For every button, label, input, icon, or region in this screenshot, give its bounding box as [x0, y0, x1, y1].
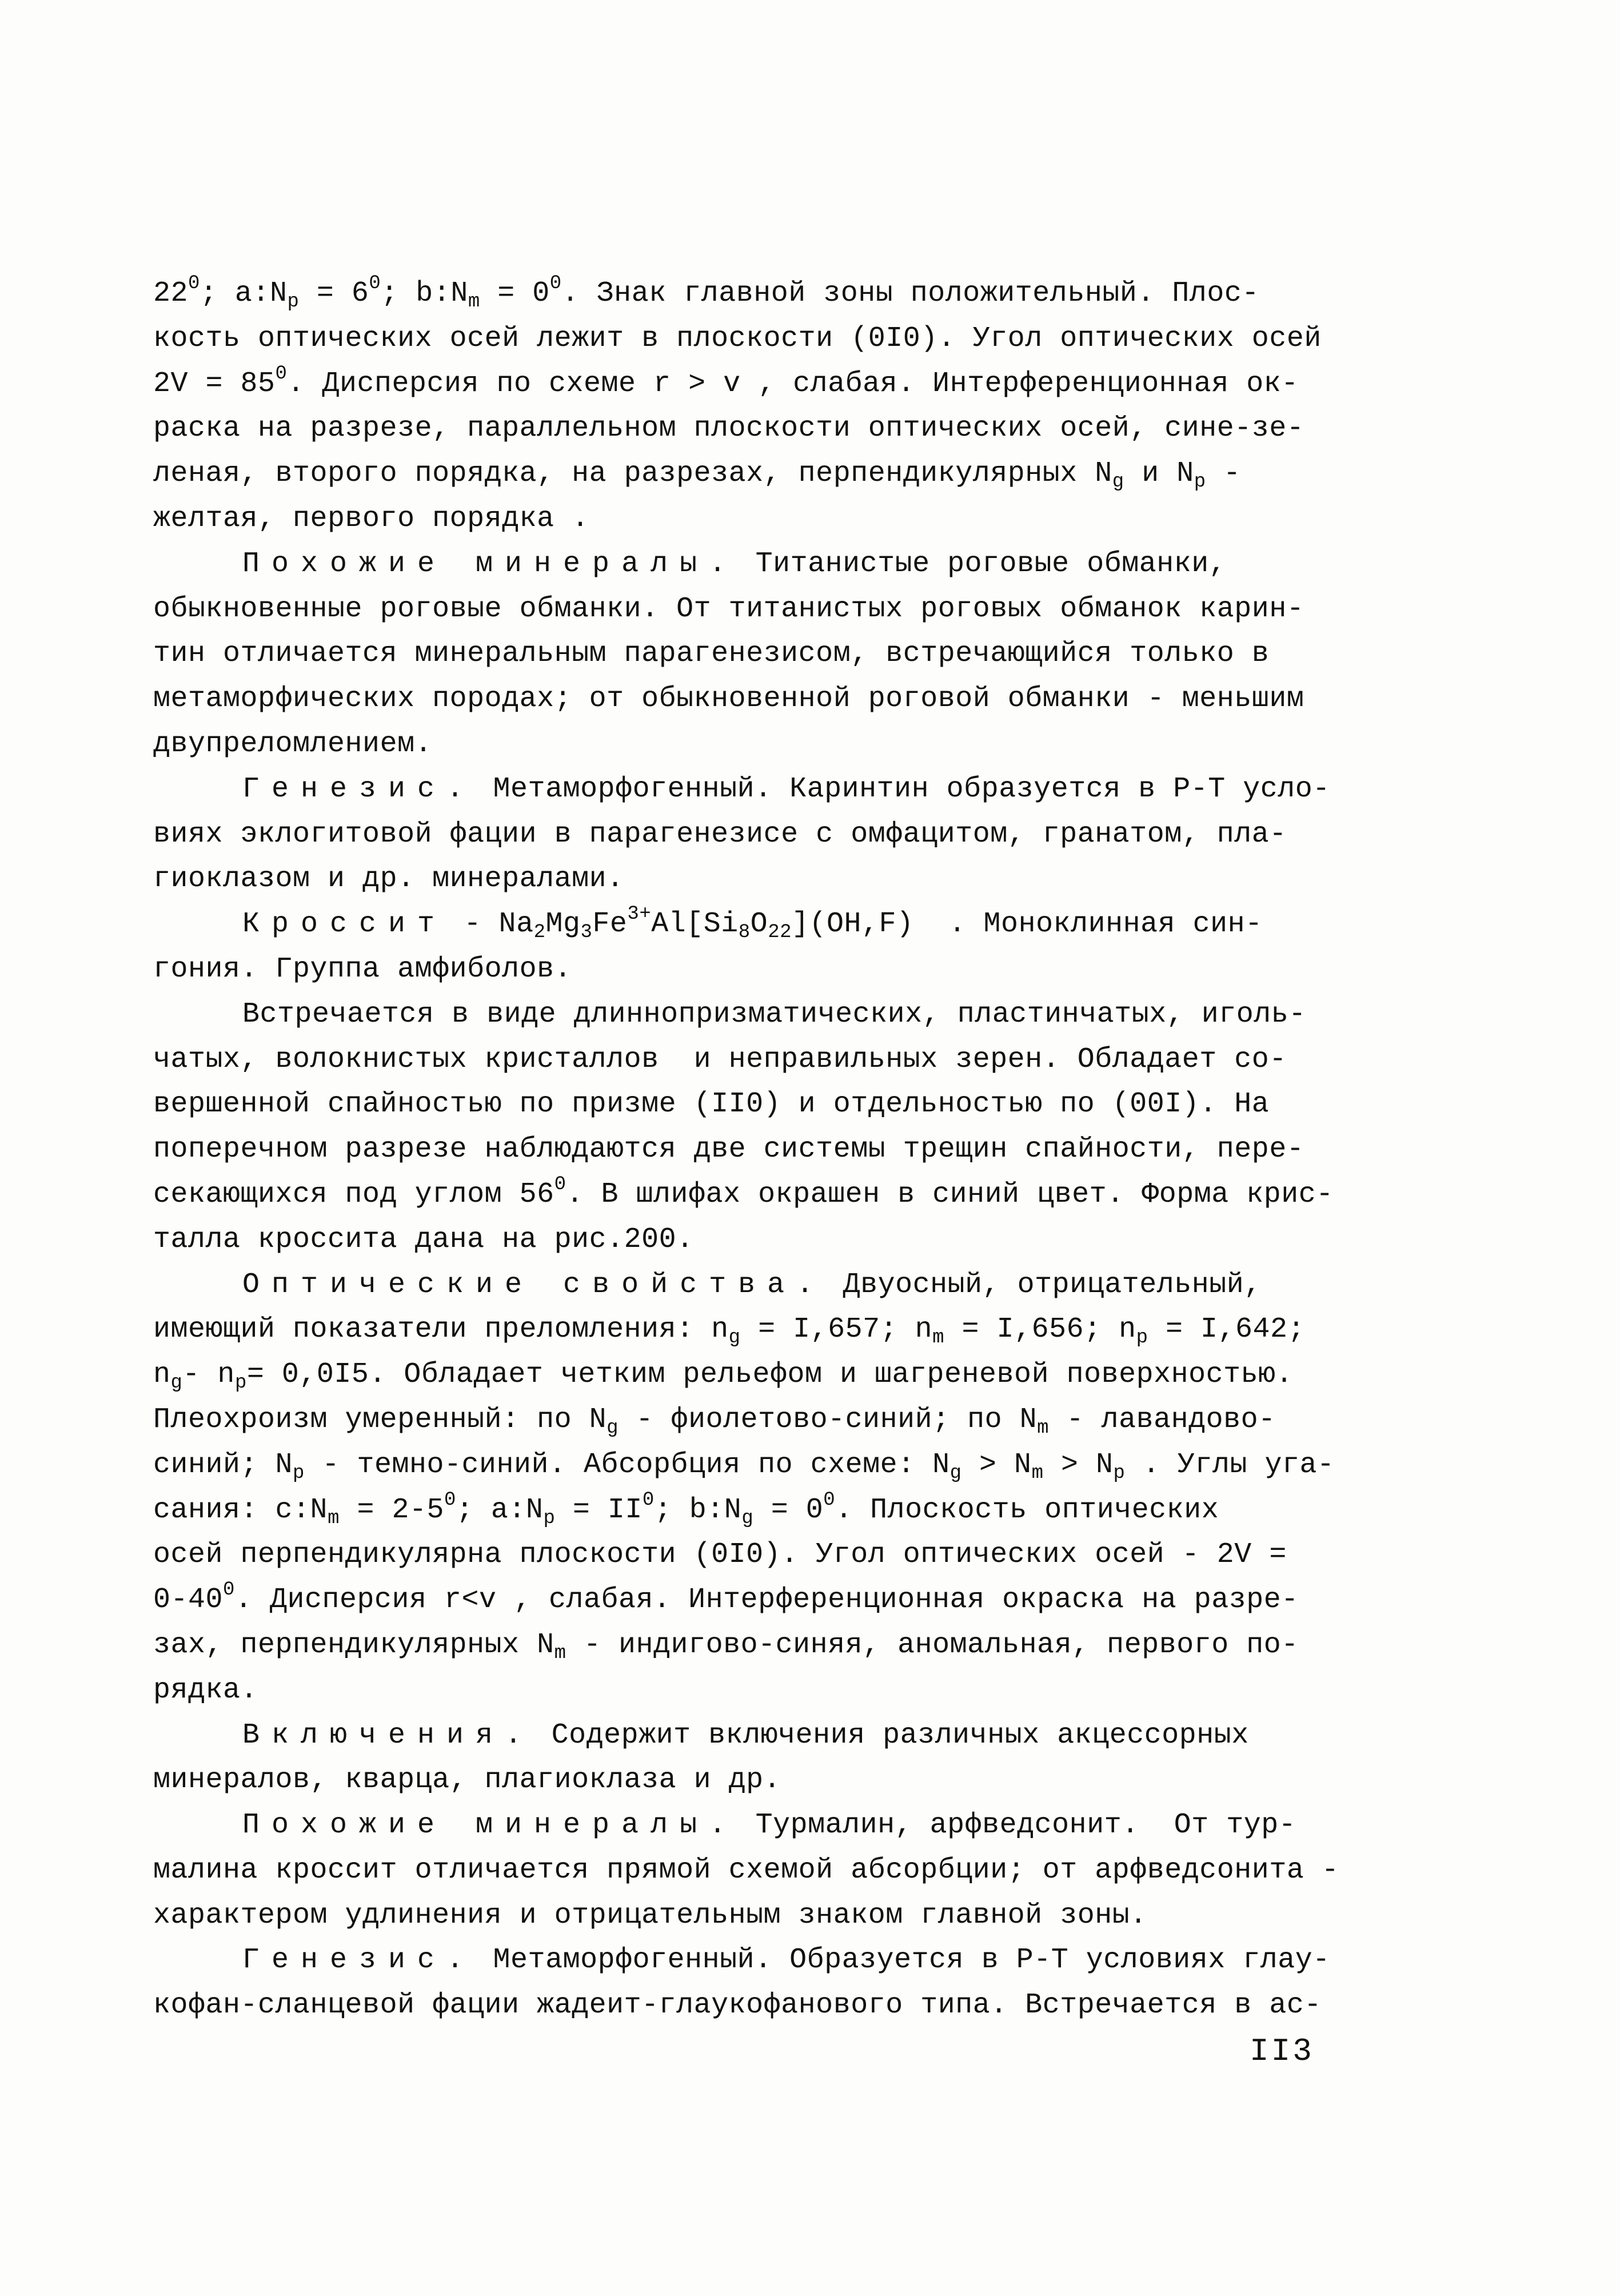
text-line — [153, 1263, 1399, 1308]
text-fragment: ; b:N — [654, 1493, 742, 1526]
section-heading: Генезис. — [242, 1944, 476, 1977]
superscript: 0 — [554, 1173, 566, 1195]
text-line: метаморфических породах; от обыкновенной роговой обманки - меньшим — [153, 683, 1304, 716]
text-fragment: ](OH,F) . Моноклинная син- — [792, 908, 1263, 941]
subscript: m — [1031, 1462, 1044, 1484]
subscript: p — [543, 1507, 556, 1529]
text-fragment: 2V = 85 — [153, 367, 276, 400]
text-fragment: - темно-синий. Абсорбция по схеме: N — [304, 1448, 950, 1481]
section-heading: Включения. — [242, 1719, 534, 1752]
text-line: раска на разрезе, параллельном плоскости оптических осей, сине-зе- — [153, 412, 1304, 445]
subscript: 3 — [580, 922, 593, 944]
text-line — [153, 1623, 1399, 1668]
text-line — [153, 452, 1399, 497]
text-fragment: - фиолетово-синий; по N — [619, 1403, 1038, 1436]
text-line: таллa кроссита дана на рис.200. — [153, 1223, 694, 1256]
page-body-text — [153, 272, 1399, 2028]
text-fragment: леная, второго порядка, на разрезах, перпендикулярных N — [153, 457, 1112, 491]
text-fragment: Титанистые роговые обманки, — [738, 547, 1227, 580]
text-fragment: . В шлифах окрашен в синий цвет. Форма крис- — [566, 1178, 1334, 1211]
subscript: 2 — [533, 922, 546, 944]
subscript: g — [170, 1372, 183, 1394]
text-line — [153, 1578, 1399, 1623]
subscript: p — [1113, 1462, 1126, 1484]
subscript: p — [293, 1462, 305, 1484]
text-fragment: Fe — [592, 908, 628, 941]
text-line: виях эклогитовой фации в парагенезисе с омфацитом, гранатом, пла- — [153, 818, 1287, 851]
subscript: m — [1037, 1417, 1050, 1439]
text-line — [153, 1938, 1399, 1983]
text-fragment: Mg — [545, 908, 581, 941]
text-fragment: = I,642; — [1148, 1313, 1306, 1346]
text-line: желтая, первого порядка . — [153, 502, 589, 535]
text-line: чатых, волокнистых кристаллов и неправильных зерен. Обладает со- — [153, 1043, 1287, 1076]
text-line — [153, 362, 1399, 407]
text-fragment: = 0 — [480, 277, 550, 310]
text-line: гония. Группа амфиболов. — [153, 952, 572, 986]
text-line: вершенной спайностью по призме (II0) и отдельностью по (00I). На — [153, 1088, 1270, 1121]
text-line: кость оптических осей лежит в плоскости (0I0). Угол оптических осей — [153, 322, 1322, 355]
superscript: 0 — [823, 1489, 836, 1511]
text-fragment: = 6 — [299, 277, 369, 310]
text-line: Встречается в виде длиннопризматических, пластинчатых, иголь- — [242, 998, 1306, 1031]
text-fragment: O — [750, 908, 768, 941]
text-fragment: - индигово-синяя, аномальная, первого по- — [566, 1628, 1299, 1661]
text-fragment: = 0 — [753, 1493, 824, 1526]
superscript: 0 — [188, 273, 200, 294]
text-line: осей перпендикулярна плоскости (0I0). Угол оптических осей - 2V = — [153, 1538, 1287, 1572]
text-line: характером удлинения и отрицательным знаком главной зоны. — [153, 1899, 1147, 1932]
text-fragment: . Дисперсия по схеме r > v , слабая. Интерференционная ок- — [287, 367, 1299, 400]
text-fragment: и N — [1124, 457, 1194, 491]
subscript: m — [554, 1642, 566, 1664]
text-fragment: Метаморфогенный. Каринтин образуется в Р-Т усло- — [476, 772, 1330, 806]
text-fragment: > N — [961, 1448, 1032, 1481]
mineral-name-heading: Кроссит — [242, 908, 447, 941]
text-fragment: Плеохроизм умеренный: по N — [153, 1403, 607, 1436]
text-line: малина кроссит отличается прямой схемой абсорбции; от арфведсонита - — [153, 1853, 1339, 1887]
subscript: g — [949, 1462, 962, 1484]
text-fragment: Турмалин, арфведсонит. От тур- — [738, 1809, 1296, 1842]
subscript: m — [328, 1507, 340, 1529]
superscript: 0 — [223, 1579, 235, 1601]
text-line: гиоклазом и др. минералами. — [153, 863, 624, 896]
text-fragment: ; b:N — [381, 277, 468, 310]
superscript: 0 — [369, 273, 381, 294]
text-line — [153, 902, 1399, 947]
text-line: обыкновенные роговые обманки. От титанистых роговых обманок карин- — [153, 592, 1304, 625]
section-heading: Оптические свойства. — [242, 1268, 826, 1301]
text-fragment: Двуосный, отрицательный, — [825, 1268, 1262, 1301]
text-line — [153, 1488, 1399, 1533]
text-line: тин отличается минеральным парагенезисом, встречающийся только в — [153, 637, 1270, 671]
text-fragment: синий; N — [153, 1448, 293, 1481]
text-line: поперечном разрезе наблюдаются две системы трещин спайности, пере- — [153, 1133, 1304, 1166]
text-line — [153, 1803, 1399, 1848]
text-line — [153, 767, 1399, 812]
text-fragment: 22 — [153, 277, 189, 310]
text-fragment: = II — [555, 1493, 643, 1526]
superscript: 0 — [642, 1489, 655, 1511]
text-fragment: зах, перпендикулярных N — [153, 1628, 554, 1661]
section-heading: Генезис. — [242, 772, 476, 806]
text-line — [153, 1398, 1399, 1443]
text-line: рядка. — [153, 1673, 258, 1707]
text-line — [153, 1353, 1399, 1398]
subscript: p — [287, 291, 300, 313]
subscript: g — [606, 1417, 619, 1439]
subscript: 22 — [768, 922, 792, 944]
text-line — [153, 1443, 1399, 1488]
text-line — [153, 1173, 1399, 1218]
text-fragment: ; a:N — [456, 1493, 544, 1526]
text-fragment: Содержит включения различных акцессорных — [534, 1719, 1249, 1752]
text-fragment: . Углы уга- — [1125, 1448, 1335, 1481]
subscript: m — [468, 291, 480, 313]
subscript: m — [932, 1327, 945, 1349]
superscript: 0 — [444, 1489, 456, 1511]
section-heading: Похожие минералы. — [242, 547, 739, 580]
text-fragment: ; a:N — [199, 277, 288, 310]
superscript: 3+ — [627, 903, 652, 926]
text-fragment: n — [153, 1358, 171, 1392]
text-fragment: - лавандово- — [1049, 1403, 1276, 1436]
text-fragment: имеющий показатели преломления: n — [153, 1313, 729, 1346]
text-fragment: = 0,0I5. Обладает четким рельефом и шагреневой поверхностью. — [246, 1358, 1294, 1392]
subscript: g — [741, 1507, 754, 1529]
superscript: 0 — [275, 362, 288, 385]
text-fragment: Метаморфогенный. Образуется в Р-Т условиях глау- — [476, 1944, 1330, 1977]
subscript: g — [728, 1327, 741, 1349]
text-fragment: = 2-5 — [339, 1493, 444, 1526]
text-fragment: сания: c:N — [153, 1493, 328, 1526]
text-fragment: . Знак главной зоны положительный. Плос- — [561, 277, 1259, 310]
text-fragment: Al[Si — [651, 908, 739, 941]
text-line: минералов, кварца, плагиоклаза и др. — [153, 1764, 781, 1797]
section-heading: Похожие минералы. — [242, 1809, 739, 1842]
subscript: 8 — [738, 922, 751, 944]
text-fragment: - n — [182, 1358, 235, 1392]
text-line: кофан-сланцевой фации жадеит-глаукофанового типа. Встречается в ас- — [153, 1989, 1322, 2022]
subscript: p — [234, 1372, 247, 1394]
subscript: p — [1136, 1327, 1148, 1349]
text-fragment: 0-40 — [153, 1584, 224, 1617]
subscript: p — [1194, 471, 1206, 493]
text-fragment: = I,656; n — [944, 1313, 1136, 1346]
text-line — [153, 542, 1399, 587]
text-line: двупреломлением. — [153, 727, 433, 760]
text-line — [153, 272, 1399, 317]
page-number: II3 — [1250, 2033, 1314, 2070]
text-line — [153, 1713, 1399, 1759]
text-line — [153, 1308, 1399, 1353]
text-fragment: . Дисперсия r<v , слабая. Интерференционная окраска на разре- — [234, 1584, 1299, 1617]
text-fragment: - Na — [446, 908, 534, 941]
text-fragment: - — [1206, 457, 1241, 491]
text-fragment: . Плоскость оптических — [835, 1493, 1219, 1526]
text-fragment: = I,657; n — [740, 1313, 933, 1346]
superscript: 0 — [549, 273, 562, 294]
text-fragment: секающихся под углом 56 — [153, 1178, 554, 1211]
subscript: g — [1112, 471, 1124, 493]
text-fragment: > N — [1043, 1448, 1114, 1481]
